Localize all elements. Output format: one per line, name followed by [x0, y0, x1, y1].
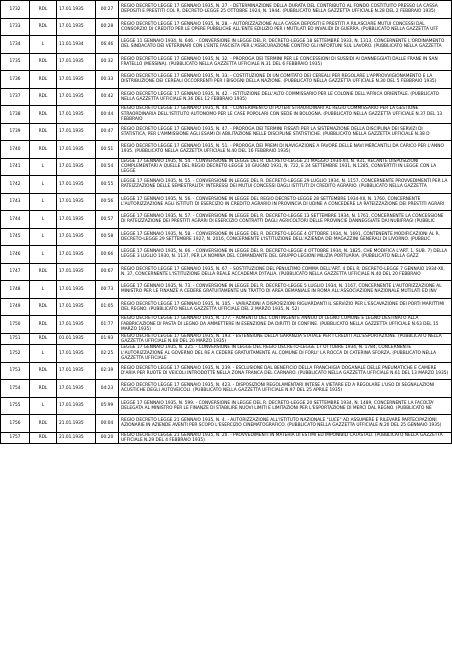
record-number-cell: 1746: [1, 246, 30, 264]
table-row: [1, 141, 452, 159]
record-number-cell: 1738: [1, 106, 30, 124]
act-description-cell: REGIO DECRETO LEGGE 17 GENNAIO 1935, N. 105. - VARIAZIONI A DISPOSIZIONI RIGUARDANTI IL SERVIZIO PER L'ESCAVAZIONE DEI PORTI MARITTIMI DEL REGNO. (PUBBLICATO NELLA GAZZETTA UFFICIALE DEL 2 MARZO 1935, N. 52): [119, 298, 452, 316]
act-date-cell: 17.01.1935: [57, 362, 96, 380]
record-number-cell: 1739: [1, 123, 30, 141]
act-description-cell: REGIO DECRETO LEGGE 17 GENNAIO 1935, N. 28. - AUTORIZZAZIONE ALLA CASSA DEPOSITI E PRESTITI A RILASCIARE MUTUI CONCESSI DAL CONSORZIO DI CREDITO PER LE OPERE PUBBLICHE ALL'ENTE EDILIZIO PER I MUTILATI ED INVALIDI DI GUERRA. (PUBBLICATO NELLA GAZZETTA UFF: [119, 18, 452, 36]
table-row: [1, 345, 452, 363]
act-type-cell: RDL: [30, 141, 57, 159]
table-row: [1, 333, 452, 345]
record-number-cell: 1734: [1, 36, 30, 54]
record-number-cell: 1737: [1, 88, 30, 106]
act-description-cell: REGIO DECRETO LEGGE 17 GENNAIO 1935, N. 47. - PROROGA DEI TERMINI FISSATI PER LA SISTEMAZIONE DELLA DISCIPLINA DEI SERVIZI DI STATISTICA, PER L'AMMISSIONE AGLI ESAMI DI ABILITAZIONE NELLE DISCIPLINE STATISTICHE. (PUBBLICATO NELLA GAZZETTA UFFICIALE N.38 D: [119, 123, 452, 141]
record-number-cell: 1744: [1, 211, 30, 229]
act-date-cell: 17.01.1935: [57, 123, 96, 141]
act-date-cell: 17.01.1935: [57, 211, 96, 229]
act-code-cell: 05:99: [96, 397, 119, 415]
table-row: [1, 380, 452, 398]
act-code-cell: 00:20: [96, 432, 119, 444]
act-description-cell: REGIO DECRETO LEGGE 17 GENNAIO 1935, N. 42. - ISTITUZIONE DELL'ALTO COMMISSARIO PER LE COLONIE DELL'AFRICA ORIENTALE. (PUBBLICATO NELLA GAZZETTA UFFICIALE N.36 DEL 12 FEBBRAIO 1935): [119, 88, 452, 106]
act-code-cell: 00:04: [96, 415, 119, 433]
act-date-cell: 17.01.1935: [57, 176, 96, 194]
act-type-cell: RDL: [30, 53, 57, 71]
act-code-cell: 00:27: [96, 1, 119, 19]
act-code-cell: 00:56: [96, 193, 119, 211]
act-date-cell: 17.01.1935: [57, 71, 96, 89]
record-number-cell: 1741: [1, 158, 30, 176]
table-row: [1, 36, 452, 54]
act-code-cell: 06:46: [96, 36, 119, 54]
table-row: [1, 432, 452, 444]
record-number-cell: 1743: [1, 193, 30, 211]
record-number-cell: 1745: [1, 228, 30, 246]
act-code-cell: 00:55: [96, 176, 119, 194]
act-description-cell: REGIO DECRETO LEGGE 21 GENNAIO 1935, N. 20. - PROVVEDIMENTI IN MATERIA DI ESTIMI ED IMPONIBILI CATASTALI. (PUBBLICATO NELLA GAZZETTA UFFICIALE N.29 DEL 4 FEBBRAIO 1935): [119, 432, 452, 444]
act-code-cell: 01:93: [96, 333, 119, 345]
act-description-cell: LEGGE 11 GENNAIO 1934, N. 646. - CONVERSIONE IN LEGGE DEL R. DECRETO-LEGGE 18 SETTEMBRE 1933, N. 1313, CONCERNENTE L'ORDINAMENTO DEL SINDACATO DEI VETERINARI CON L'ENTE FASCISTA PER L'ASSICURAZIONE CONTRO GLI INFORTUNI SUL LAVORO. (PUBBLICATO NELLA GAZZETTA: [119, 36, 452, 54]
record-number-cell: 1732: [1, 1, 30, 19]
record-number-cell: 1735: [1, 53, 30, 71]
act-type-cell: L: [30, 158, 57, 176]
act-type-cell: L: [30, 211, 57, 229]
act-date-cell: 17.01.1935: [57, 158, 96, 176]
act-date-cell: 21.01.1935: [57, 432, 96, 444]
table-row: [1, 1, 452, 19]
act-type-cell: L: [30, 36, 57, 54]
act-date-cell: 17.01.1935: [57, 281, 96, 299]
laws-register-body: [1, 1, 452, 444]
act-date-cell: 17.01.1935: [57, 141, 96, 159]
act-description-cell: REGIO DECRETO LEGGE 17 GENNAIO 1935, N. 239. - ESCLUSIONE DAL BENEFICIO DELLA FRANCHIGIA DOGANALE DELLE PNEUMATICHE E CAMERE D'ARIA PER RUOTE DI VEICOLI INTRODOTTE NELLA ZONA FRANCA DEL CARNARO. (PUBBLICATO NELLA GAZZETTA UFFICIALE N.61 DEL 13 MARZO 1935): [119, 362, 452, 380]
act-type-cell: RDL: [30, 362, 57, 380]
table-row: [1, 316, 452, 334]
record-number-cell: 1733: [1, 18, 30, 36]
act-code-cell: 00:32: [96, 53, 119, 71]
table-row: [1, 281, 452, 299]
record-number-cell: 1751: [1, 333, 30, 345]
act-code-cell: 00:28: [96, 18, 119, 36]
act-code-cell: 00:57: [96, 211, 119, 229]
act-code-cell: 00:54: [96, 158, 119, 176]
act-code-cell: 00:47: [96, 123, 119, 141]
act-type-cell: L: [30, 176, 57, 194]
act-description-cell: REGIO DECRETO LEGGE 21 GENNAIO 1935, N. 4. - AUTORIZZAZIONE ALL'ISTITUTO NAZIONALE "LUCE" AD ASSUMERE E RILEVARE PARTECIPAZIONI AZIONARIE IN AZIENDE AVENTI PER SCOPO L'ESERCIZIO CINEMATOGRAFICO. (PUBBLICATO NELLA GAZZETTA UFFICIALE N.20 DEL 25 GENNAIO 1935): [119, 415, 452, 433]
act-code-cell: 00:58: [96, 228, 119, 246]
act-type-cell: RDL: [30, 123, 57, 141]
act-type-cell: L: [30, 345, 57, 363]
table-row: [1, 415, 452, 433]
act-description-cell: LEGGE 17 GENNAIO 1935, N. 56. - CONVERSIONE IN LEGGE DEL REGIO DECRETO-LEGGE 28 SETTEMBRE 1934-XII, N. 1760, CONCERNENTE L'AUTORIZZAZIONE AGLI ISTITUTI DI ESERCIZIO IN CREDITO AGRARIO IN PROVINCIA DI UDINE A CONCEDERE LA RATEIZZAZIONE DEI PRESTITI AGRARI: [119, 193, 452, 211]
act-date-cell: 17.01.1935: [57, 397, 96, 415]
record-number-cell: 1748: [1, 281, 30, 299]
act-date-cell: 17.01.1935: [57, 193, 96, 211]
act-description-cell: REGIO DECRETO LEGGE 17 GENNAIO 1935, N. 32. - PROROGA DEI TERMINI PER LE CONCESSIONI DI SUSSIDI AI DANNEGGIATI DALLE FRANE IN SAN FRATELLO (MESSINA). (PUBBLICATO NELLA GAZZETTA UFFICIALE N.31 DEL 6 FEBBRAIO 1935): [119, 53, 452, 71]
act-type-cell: RDL: [30, 106, 57, 124]
record-number-cell: 1753: [1, 362, 30, 380]
table-row: [1, 263, 452, 281]
act-description-cell: REGIO DECRETO LEGGE 17 GENNAIO 1935, N. 67. - SOSTITUZIONE DEL PENULTIMO COMMA DELL'ART. 4 DEL R. DECRETO-LEGGE 7 GENNAIO 1934-XII, N. 37, CONCERNENTE L'ISTITUZIONE DELLA REALE ACCADEMIA D'ITALIA. (PUBBLICATO NELLA GAZZETTA UFFICIALE N.40 DEL 20 FEBBRAIO: [119, 263, 452, 281]
act-description-cell: LEGGE 17 GENNAIO 1935, N. 73. - CONVERSIONE IN LEGGE DEL R. DECRETO-LEGGE 5 LUGLIO 1934, N. 1167, CONCERNENTE L'AUTORIZZAZIONE AL MINISTRO PER LE FINANZE A CEDERE GRATUITAMENTE UN TRATTO DI AREA DEMANIALE IN ROMA ALL'ASSOCIAZIONE NAZIONALE MUTILATI ED INV: [119, 281, 452, 299]
act-date-cell: 17.01.1935: [57, 88, 96, 106]
act-type-cell: RDL: [30, 298, 57, 316]
table-row: [1, 88, 452, 106]
record-number-cell: 1742: [1, 176, 30, 194]
act-date-cell: 17.01.1935: [57, 228, 96, 246]
act-date-cell: 17.01.1935: [57, 246, 96, 264]
act-code-cell: 00:66: [96, 246, 119, 264]
table-row: [1, 362, 452, 380]
act-type-cell: RDL: [30, 432, 57, 444]
act-date-cell: 21.01.1935: [57, 415, 96, 433]
act-description-cell: LEGGE 17 GENNAIO 1935, N. 55. - CONVERSIONE IN LEGGE DEL R. DECRETO-LEGGE 29 LUGLIO 1934, N. 1157, CONCERNENTE PROVVEDIMENTI PER LA RATEIZZAZIONE DELLE SEMESTRALITA' INTERESSI DEI MUTUI CONCESSI DAGLI ISTITUTI DI CREDITO AGRARIO. (PUBBLICATO NELLA GAZZETTA: [119, 176, 452, 194]
act-type-cell: RDL: [30, 1, 57, 19]
act-description-cell: LEGGE 17 GENNAIO 1935, N. 54. - CONVERSIONE IN LEGGE DEL R. DECRETO-LEGGE 21 MAGGIO 1934-XII, N. 931, RECANTE DISPOSIZIONI COMPLEMENTARI A QUELLE DEL REGIO DECRETO-LEGGE 10 GIUGNO 1931, N. 722, E 24 SETTEMBRE 1931, N.1285, CONVERTITI IN LEGGE CON LA LEGGE: [119, 158, 452, 176]
act-type-cell: RDL: [30, 263, 57, 281]
record-number-cell: 1757: [1, 432, 30, 444]
act-description-cell: REGIO DECRETO LEGGE 17 GENNAIO 1935, N. 27. - DETERMINAZIONE DELLA DURATA DEL CONTRIBUTO AL FONDO COSTITUITO PRESSO LA CASSA DEPOSITI E PRESTITI COL R. DECRETO-LEGGE 25 OTTOBRE 1924, N. 1944. (PUBBLICATO NELLA GAZZETTA UFFICIALE N.28 DEL 2 FEBBRAIO 1935): [119, 1, 452, 19]
act-type-cell: L: [30, 281, 57, 299]
table-row: [1, 123, 452, 141]
act-code-cell: 00:33: [96, 71, 119, 89]
act-type-cell: RDL: [30, 71, 57, 89]
act-description-cell: LEGGE 17 GENNAIO 1935, N. 57. - CONVERSIONE IN LEGGE DEL R. DECRETO-LEGGE 13 SETTEMBRE 1934, N. 1761, CONCERNENTE LA CONCESSIONE DI RATEIZZAZIONE DEI PRESTITI AGRARI DI ESERCIZIO CONTRATTI DAGLI AGRICOLTORI DELLE PROVINCIE DANNEGGIATE DAI NUBIFRAGI (PUBBLIC: [119, 211, 452, 229]
record-number-cell: 1736: [1, 71, 30, 89]
act-date-cell: 17.01.1935: [57, 298, 96, 316]
table-row: [1, 158, 452, 176]
act-description-cell: REGIO DECRETO LEGGE 17 GENNAIO 1935, N. 423. - DISPOSIZIONI REGOLAMENTARI INTESE A VIETARE ED A REGOLARE L'USO DI SEGNALAZIONI ACUSTICHE DEGLI AUTOVEICOLI. (PUBBLICATO NELLA GAZZETTA UFFICIALE N.97 DEL 25 APRILE 1935): [119, 380, 452, 398]
act-date-cell: 11.01.1934: [57, 36, 96, 54]
act-code-cell: 00:73: [96, 281, 119, 299]
act-date-cell: 17.01.1935: [57, 18, 96, 36]
table-row: [1, 176, 452, 194]
act-date-cell: 01.01.1935: [57, 333, 96, 345]
record-number-cell: 1754: [1, 380, 30, 398]
act-code-cell: 01:05: [96, 298, 119, 316]
act-description-cell: REGIO DECRETO LEGGE 17 GENNAIO 1935, N. 44. - CONFERIMENTO DI POTERI STRAORDINARI AL REGIO COMMISSARIO PER LA GESTIONE STRAORDINARIA DELL'ISTITUTO AUTONOMO PER LE CASE POPOLARI CON SEDE IN BOLOGNA. (PUBBLICATO NELLA GAZZETTA UFFICIALE N.37 DEL 13 FEBBRAIO: [119, 106, 452, 124]
act-description-cell: REGIO DECRETO LEGGE 17 GENNAIO 1935, N. 33. - COSTITUZIONE DI UN COMITATO DEI CEREALI PER REGOLARE L'APPROVVIGIONAMENTO E LA DISTRIBUZIONE DEI CEREALI OCCORRENTI PER I BISOGNI DELLA NAZIONE. (PUBBLICATO NELLA GAZZETTA UFFICIALE N.30 DEL 5 FEBBRAIO 1935): [119, 71, 452, 89]
act-type-cell: RDL: [30, 380, 57, 398]
act-description-cell: REGIO DECRETO LEGGE 17 GENNAIO 1935, N. 193. - ESTENSIONE DELLA GARANZIA STATALE PER I CREDITI ALL'ESPORTAZIONE. (PUBBLICATO NELLA GAZZETTA UFFICIALE N.68 DEL 20 MARZO 1935): [119, 333, 452, 345]
act-date-cell: 17.01.1935: [57, 263, 96, 281]
table-row: [1, 246, 452, 264]
act-type-cell: L: [30, 246, 57, 264]
act-description-cell: LEGGE 17 GENNAIO 1935, N. 599. - CONVERSIONE IN LEGGE DEL R. DECRETO-LEGGE 20 SETTEMBRE 1934, N. 1489, CONCERNENTE LA FACOLTA' DELEGATA AL MINISTRO PER LE FINANZE DI STABILIRE NUOVI LIMITI E LIMITAZIONI PER L'ESPORTAZIONE DI MERCI DAL REGNO. (PUBBLICATO NE: [119, 397, 452, 415]
act-type-cell: RDL: [30, 415, 57, 433]
act-type-cell: L: [30, 228, 57, 246]
act-description-cell: REGIO DECRETO LEGGE 17 GENNAIO 1935, N. 177. - AUMENTO DEL CONTINGENTE ANNUO DI LEGNO COMUNE E LEGNO DESTINATO ALLA FABBRICAZIONE DI PASTA DI LEGNO DA AMMETTERE IN ESENZIONE DA DIRITTI DI CONFINE. (PUBBLICATO NELLA GAZZETTA UFFICIALE N.63 DEL 15 MARZO 1935): [119, 316, 452, 334]
act-code-cell: 01:77: [96, 316, 119, 334]
act-description-cell: REGIO DECRETO LEGGE 17 GENNAIO 1935, N. 51. - PROROGA DEI PREMI DI NAVIGAZIONE A FAVORE DELLE NAVI MERCANTILI DA CARICO PER L'ANNO 1935. (PUBBLICATO NELLA GAZZETTA UFFICIALE N.40 DEL 16 FEBBRAIO 1935): [119, 141, 452, 159]
table-row: [1, 71, 452, 89]
record-number-cell: 1747: [1, 263, 30, 281]
act-description-cell: LEGGE 17 GENNAIO 1935, N. 58. - CONVERSIONE IN LEGGE DEL R. DECRETO-LEGGE 4 OTTOBRE 1934, N. 1691, CONTENENTE MODIFICAZIONI AL R. DECRETO-LEGGE 29 SETTEMBRE 1927, N. 2016, CONCERNENTE L'ISTITUZIONE DELL'AZIENDA DEI MAGAZZINI GENERALI DI LIVORNO. (PUBBLIC: [119, 228, 452, 246]
act-code-cell: 04:23: [96, 380, 119, 398]
act-date-cell: 17.01.1935: [57, 106, 96, 124]
record-number-cell: 1749: [1, 298, 30, 316]
table-row: [1, 53, 452, 71]
record-number-cell: 1752: [1, 345, 30, 363]
act-date-cell: 17.01.1935: [57, 1, 96, 19]
act-code-cell: 00:67: [96, 263, 119, 281]
act-description-cell: LEGGE 17 GENNAIO 1935, N. 66. - CONVERSIONE IN LEGGE DEL R. DECRETO-LEGGE 4 OTTOBRE 1934, N. 1825, CHE MODIFICA L'ART. 1, SUB. 7) DELLA LEGGE 3 LUGLIO 1930, N. 1137, PER LA NOMINA DEL COMANDANTE DEL GRUPPO LEGIONI MILIZIA PORTUARIA. (PUBBLICATO NELLA GAZZ: [119, 246, 452, 264]
record-number-cell: 1755: [1, 397, 30, 415]
act-type-cell: RDL: [30, 88, 57, 106]
act-date-cell: 17.01.1935: [57, 380, 96, 398]
record-number-cell: 1750: [1, 316, 30, 334]
table-row: [1, 106, 452, 124]
act-type-cell: RDL: [30, 316, 57, 334]
table-row: [1, 18, 452, 36]
act-date-cell: 17.01.1935: [57, 345, 96, 363]
act-description-cell: LEGGE 17 GENNAIO 1935, N. 225. - CONVERSIONE IN LEGGE DEL REGIO DECRETO-LEGGE 17 OTTOBRE 1934, N. 1784, CONCERNENTE L'AUTORIZZAZIONE AL GOVERNO DEL RE A CEDERE GRATUITAMENTE AL COMUNE DI FORLI' LA ROCCA DI CATERINA SFORZA. (PUBBLICATO NELLA GAZZETTA UFFICIALE: [119, 345, 452, 363]
act-code-cell: 00:51: [96, 141, 119, 159]
act-date-cell: 17.01.1935: [57, 53, 96, 71]
record-number-cell: 1740: [1, 141, 30, 159]
act-code-cell: 02:39: [96, 362, 119, 380]
table-row: [1, 298, 452, 316]
act-type-cell: L: [30, 193, 57, 211]
act-type-cell: RDL: [30, 333, 57, 345]
table-row: [1, 193, 452, 211]
act-code-cell: 00:42: [96, 88, 119, 106]
table-row: [1, 211, 452, 229]
act-code-cell: 00:44: [96, 106, 119, 124]
act-code-cell: 02:25: [96, 345, 119, 363]
table-row: [1, 397, 452, 415]
act-type-cell: RDL: [30, 18, 57, 36]
table-row: [1, 228, 452, 246]
act-date-cell: 17.01.1935: [57, 316, 96, 334]
act-type-cell: L: [30, 397, 57, 415]
record-number-cell: 1756: [1, 415, 30, 433]
